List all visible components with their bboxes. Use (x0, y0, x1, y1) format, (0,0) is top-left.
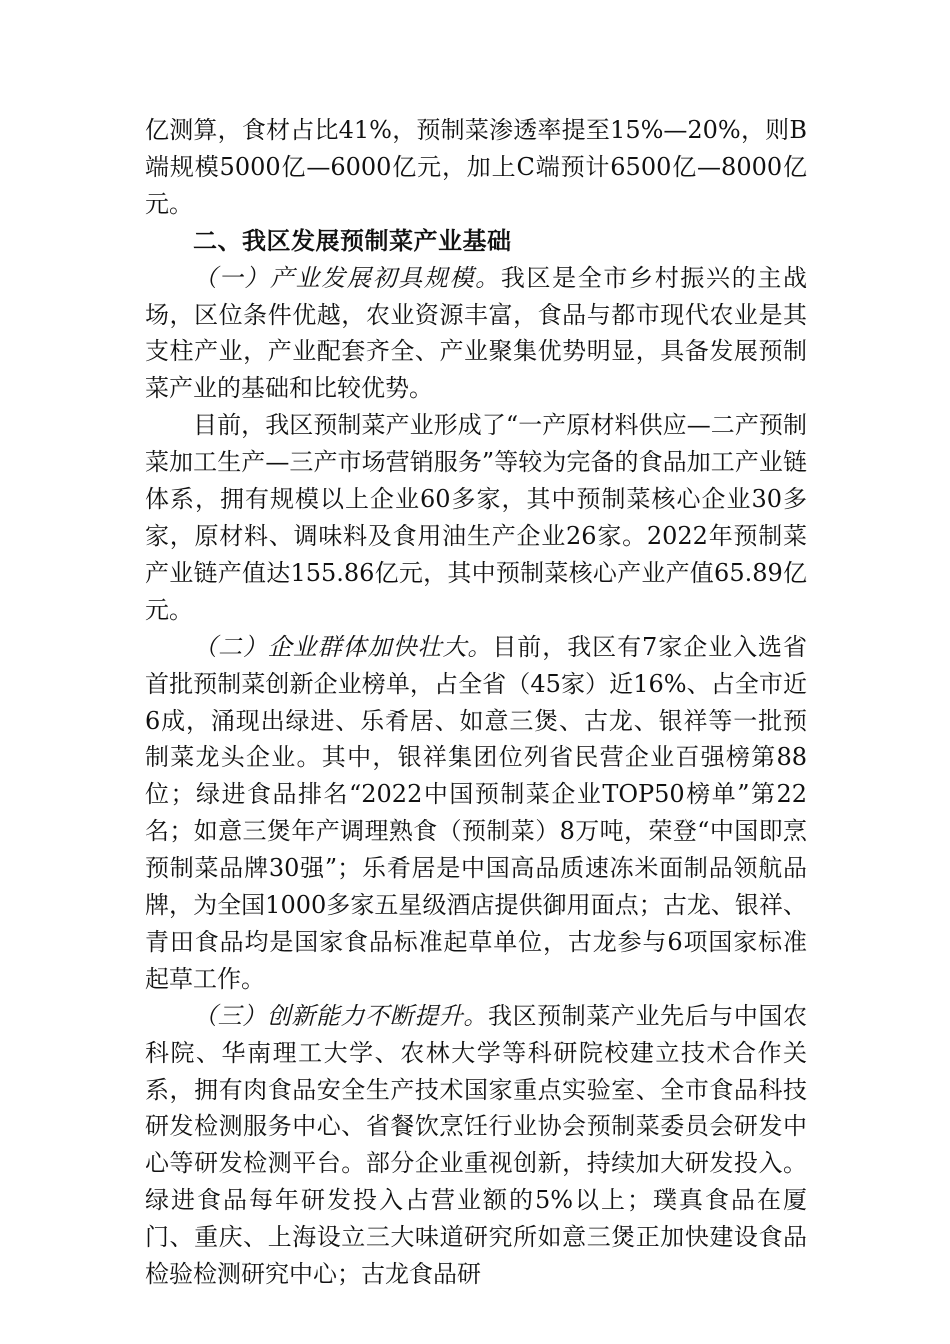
continuation-paragraph: 亿测算，食材占比41%，预制菜渗透率提至15%—20%，则B端规模5000亿—6000亿元，加上C端预计6500亿—8000亿元。 (145, 116, 807, 218)
item3-paragraph (145, 998, 807, 1293)
current-paragraph: 目前，我区预制菜产业形成了“一产原材料供应—二产预制菜加工生产—三产市场营销服务”等较为完备的食品加工产业链体系，拥有规模以上企业60多家，其中预制菜核心企业30多家，原材料、调味料及食用油生产企业26家。2022年预制菜产业链产值达155.86亿元，其中预制菜核心产业产值65.89亿元。 (145, 411, 807, 624)
item2-text: 目前，我区有7家企业入选省首批预制菜创新企业榜单，占全省（45家）近16%、占全市近6成，涌现出绿进、乐肴居、如意三煲、古龙、银祥等一批预制菜龙头企业。其中，银祥集团位列省民营企业百强榜第88位；绿进食品排名“2022中国预制菜企业TOP50榜单”第22名；如意三煲年产调理熟食（预制菜）8万吨，荣登“中国即烹预制菜品牌30强”；乐肴居是中国高品质速冻米面制品领航品牌，为全国1000多家五星级酒店提供御用面点；古龙、银祥、青田食品均是国家食品标准起草单位，古龙参与6项国家标准起草工作。 (145, 632, 807, 993)
item2-paragraph (145, 629, 807, 998)
section-heading: 二、我区发展预制菜产业基础 (193, 226, 512, 255)
document-page (145, 112, 807, 1293)
item1-text: 我区是全市乡村振兴的主战场，区位条件优越，农业资源丰富，食品与都市现代农业是其支柱产业，产业配套齐全、产业聚集优势明显，具备发展预制菜产业的基础和比较优势。 (145, 263, 808, 403)
item3-text: 我区预制菜产业先后与中国农科院、华南理工大学、农林大学等科研院校建立技术合作关系，拥有肉食品安全生产技术国家重点实验室、全市食品科技研发检测服务中心、省餐饮烹饪行业协会预制菜委员会研发中心等研发检测平台。部分企业重视创新，持续加大研发投入。绿进食品每年研发投入占营业额的5%以上；璞真食品在厦门、重庆、上海设立三大味道研究所如意三煲正加快建设食品检验检测研究中心；古龙食品研 (145, 1001, 807, 1289)
item1-paragraph (145, 260, 807, 408)
item2-title: （二）企业群体加快壮大。 (193, 632, 493, 661)
item3-title: （三）创新能力不断提升。 (193, 1001, 488, 1030)
item1-title: （一）产业发展初具规模。 (193, 263, 501, 292)
